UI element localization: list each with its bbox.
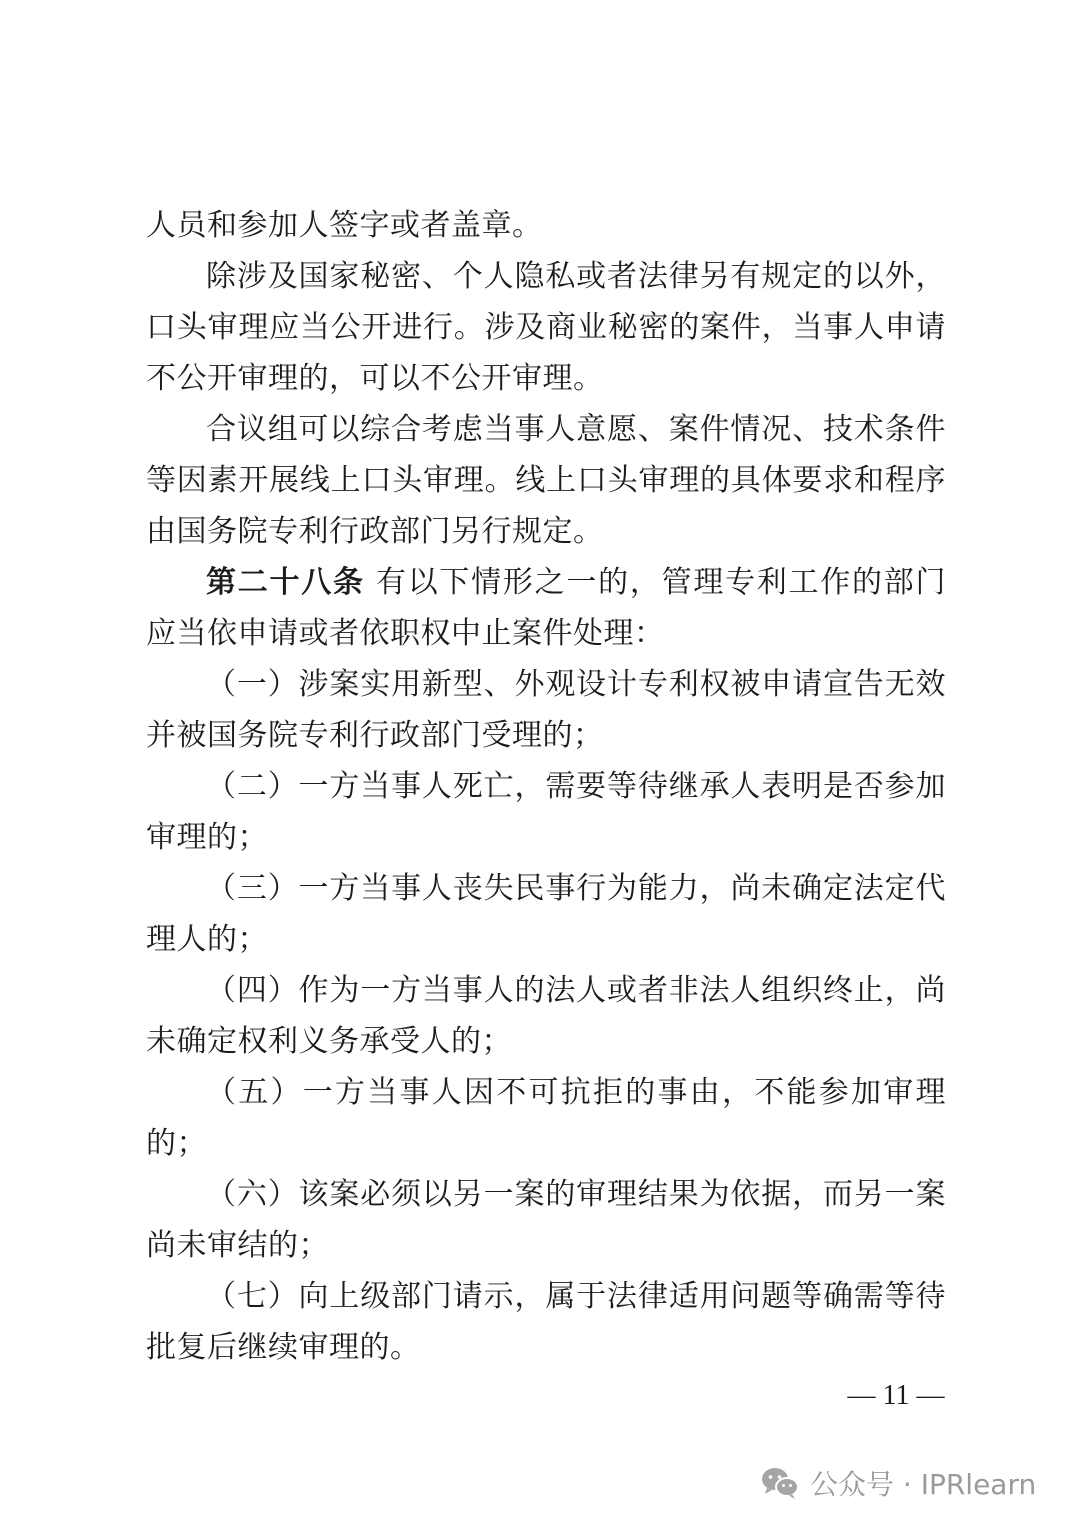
wechat-icon	[760, 1466, 800, 1500]
article-28-text: 有以下情形之一的，管理专利工作的部门应当依申请或者依职权中止案件处理：	[146, 565, 946, 651]
paragraph-3: 合议组可以综合考虑当事人意愿、案件情况、技术条件等因素开展线上口头审理。线上口头审理的具体要求和程序由国务院专利行政部门另行规定。	[146, 412, 946, 549]
article-28-item-1: （一）涉案实用新型、外观设计专利权被申请宣告无效并被国务院专利行政部门受理的；	[146, 667, 946, 753]
page-number: — 11 —	[847, 1380, 945, 1411]
article-28-heading: 第二十八条	[206, 565, 365, 600]
article-28-item-7: （七）向上级部门请示，属于法律适用问题等确需等待批复后继续审理的。	[146, 1279, 946, 1365]
article-28-item-2: （二）一方当事人死亡，需要等待继承人表明是否参加审理的；	[146, 769, 946, 855]
document-body	[146, 200, 946, 1373]
watermark	[760, 1458, 1036, 1508]
paragraph-1: 人员和参加人签字或者盖章。	[146, 208, 543, 243]
article-28-item-4: （四）作为一方当事人的法人或者非法人组织终止，尚未确定权利义务承受人的；	[146, 973, 946, 1059]
article-28-item-5: （五）一方当事人因不可抗拒的事由，不能参加审理的；	[146, 1075, 946, 1161]
paragraph-2: 除涉及国家秘密、个人隐私或者法律另有规定的以外，口头审理应当公开进行。涉及商业秘密的案件，当事人申请不公开审理的，可以不公开审理。	[146, 259, 946, 396]
watermark-text: 公众号 · IPRlearn	[810, 1468, 1037, 1501]
article-28-intro	[146, 557, 946, 659]
article-28-item-3: （三）一方当事人丧失民事行为能力，尚未确定法定代理人的；	[146, 871, 946, 957]
article-28-item-6: （六）该案必须以另一案的审理结果为依据，而另一案尚未审结的；	[146, 1177, 946, 1263]
